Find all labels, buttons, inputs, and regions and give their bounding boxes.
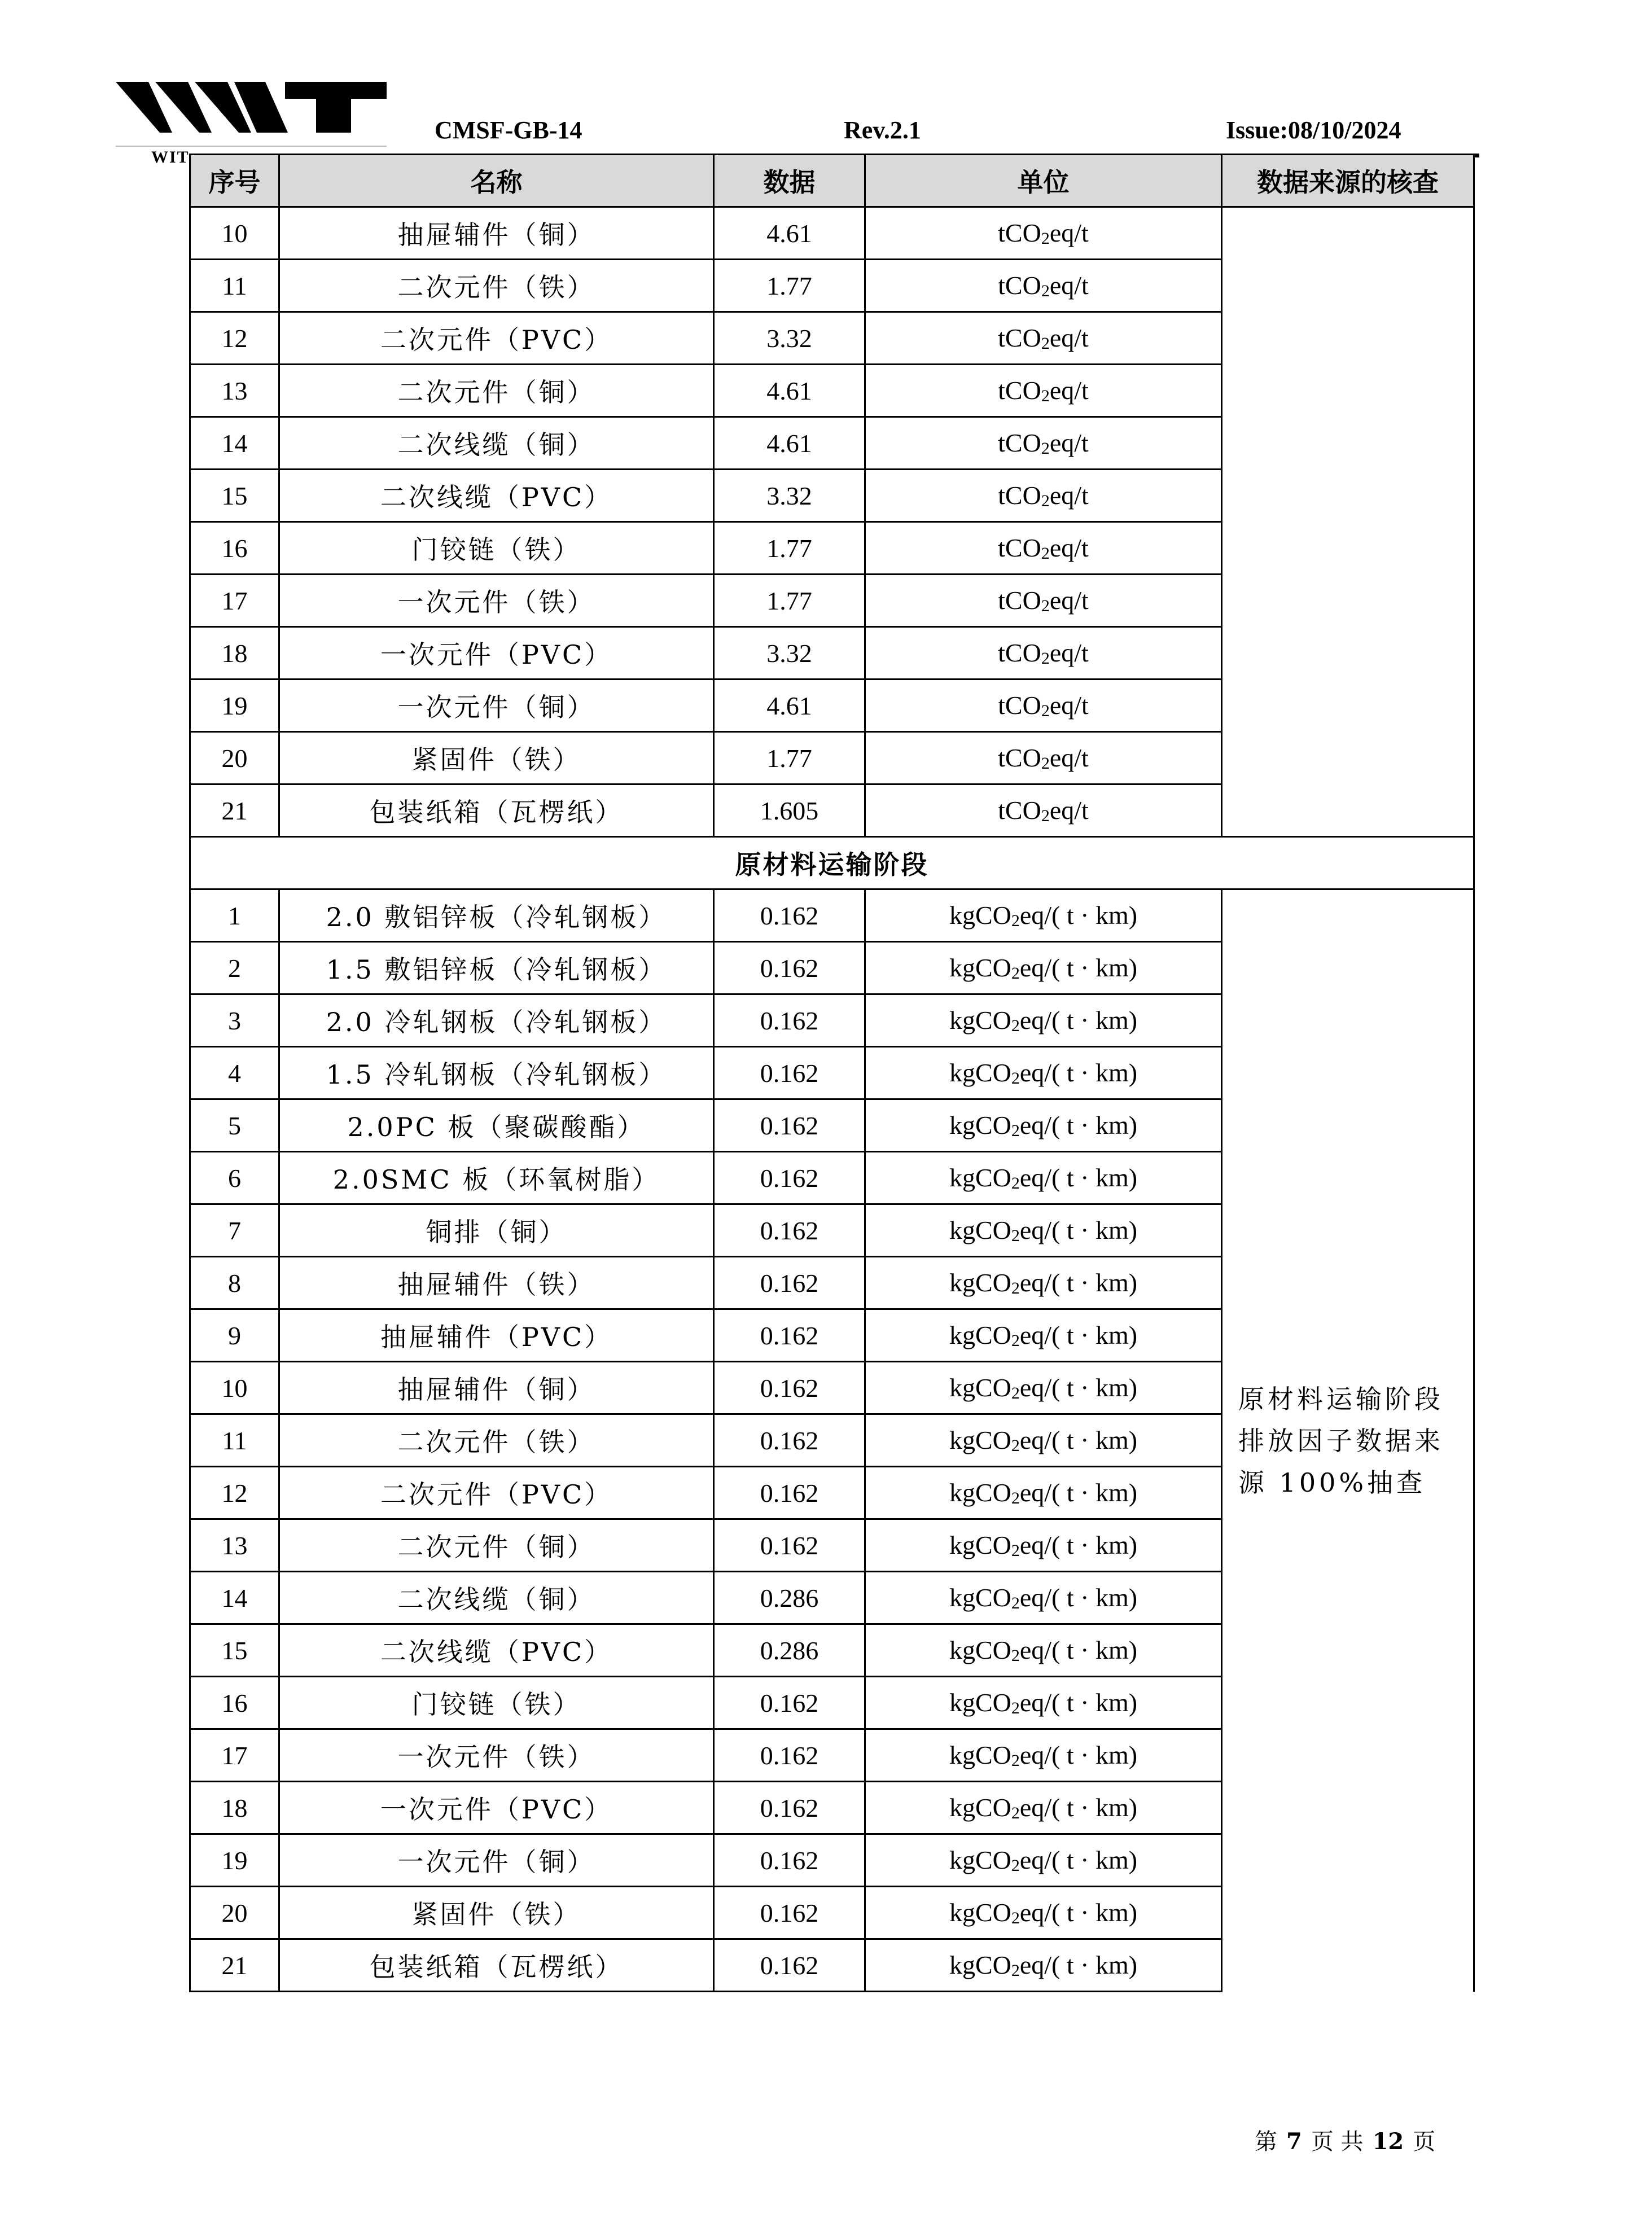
row-index: 17 [190, 575, 279, 627]
unit-suffix: eq/( t · km) [1019, 953, 1138, 982]
row-index: 4 [190, 1047, 279, 1099]
unit-cell [865, 260, 1222, 312]
unit-prefix: kgCO [949, 1583, 1011, 1612]
row-name: 二次元件（铁） [279, 260, 714, 312]
unit-cell [865, 1782, 1222, 1834]
unit-cell [865, 1729, 1222, 1782]
unit-prefix: kgCO [949, 1058, 1011, 1087]
row-name: 二次元件（铜） [279, 1519, 714, 1572]
row-value: 4.61 [714, 680, 865, 732]
header-unit: 单位 [865, 155, 1222, 207]
header-name: 名称 [279, 155, 714, 207]
row-value: 0.162 [714, 994, 865, 1047]
unit-prefix: kgCO [949, 901, 1011, 930]
unit-suffix: eq/( t · km) [1019, 1373, 1138, 1402]
row-value: 0.162 [714, 1204, 865, 1257]
row-name: 紧固件（铁） [279, 1887, 714, 1939]
unit-subscript: 2 [1041, 544, 1050, 563]
section-header-row [190, 837, 1474, 889]
row-name: 一次元件（铁） [279, 575, 714, 627]
page-current: 7 [1286, 2128, 1302, 2155]
source-check-note: 原材料运输阶段排放因子数据来源 100%抽查 [1222, 889, 1474, 1992]
unit-cell [865, 1834, 1222, 1887]
unit-cell [865, 942, 1222, 994]
row-value: 4.61 [714, 207, 865, 260]
unit-prefix: kgCO [949, 1478, 1011, 1507]
source-check-cell [1222, 207, 1474, 837]
row-index: 5 [190, 1099, 279, 1152]
emission-factor-table-wrapper [189, 154, 1475, 1992]
unit-subscript: 2 [1011, 1699, 1020, 1717]
unit-subscript: 2 [1041, 334, 1050, 353]
row-value: 0.162 [714, 1887, 865, 1939]
unit-suffix: eq/t [1049, 796, 1089, 825]
unit-cell [865, 1309, 1222, 1362]
unit-suffix: eq/( t · km) [1019, 1741, 1138, 1769]
header-source-check: 数据来源的核查 [1222, 155, 1474, 207]
unit-cell [865, 312, 1222, 365]
unit-prefix: kgCO [949, 1688, 1011, 1717]
document-code: CMSF-GB-14 [435, 116, 582, 144]
unit-subscript: 2 [1041, 754, 1050, 773]
row-value: 1.77 [714, 260, 865, 312]
unit-subscript: 2 [1041, 387, 1050, 405]
row-index: 7 [190, 1204, 279, 1257]
row-name: 抽屉辅件（铁） [279, 1257, 714, 1309]
revision-label: Rev.2.1 [844, 116, 921, 144]
table-header-row [190, 155, 1474, 207]
section-title: 原材料运输阶段 [190, 837, 1474, 889]
row-name: 2.0SMC 板（环氧树脂） [279, 1152, 714, 1204]
unit-cell [865, 1467, 1222, 1519]
unit-subscript: 2 [1011, 1856, 1020, 1875]
page-prefix: 第 [1255, 2129, 1277, 2155]
row-value: 0.162 [714, 942, 865, 994]
unit-suffix: eq/t [1049, 271, 1089, 300]
unit-suffix: eq/( t · km) [1019, 1846, 1138, 1874]
row-value: 0.162 [714, 1099, 865, 1152]
unit-prefix: kgCO [949, 1321, 1011, 1349]
company-logo [116, 79, 387, 152]
row-name: 二次线缆（铜） [279, 417, 714, 470]
row-value: 0.286 [714, 1624, 865, 1677]
unit-cell [865, 1414, 1222, 1467]
row-index: 13 [190, 365, 279, 417]
row-index: 21 [190, 1939, 279, 1992]
row-value: 4.61 [714, 365, 865, 417]
unit-cell [865, 1204, 1222, 1257]
row-name: 一次元件（铜） [279, 680, 714, 732]
row-value: 3.32 [714, 627, 865, 680]
row-value: 1.77 [714, 732, 865, 784]
row-name: 二次线缆（PVC） [279, 470, 714, 522]
row-index: 13 [190, 1519, 279, 1572]
unit-prefix: kgCO [949, 1951, 1011, 1979]
row-index: 14 [190, 417, 279, 470]
row-value: 0.162 [714, 1362, 865, 1414]
unit-subscript: 2 [1041, 649, 1050, 668]
unit-subscript: 2 [1011, 1961, 1020, 1980]
row-value: 1.77 [714, 575, 865, 627]
row-index: 2 [190, 942, 279, 994]
row-index: 8 [190, 1257, 279, 1309]
unit-cell [865, 1047, 1222, 1099]
unit-suffix: eq/( t · km) [1019, 1951, 1138, 1979]
unit-cell [865, 417, 1222, 470]
unit-prefix: tCO [998, 271, 1041, 300]
row-value: 1.605 [714, 784, 865, 837]
unit-subscript: 2 [1011, 1541, 1020, 1560]
unit-subscript: 2 [1011, 964, 1020, 983]
unit-subscript: 2 [1011, 1069, 1020, 1088]
unit-subscript: 2 [1011, 1436, 1020, 1455]
unit-subscript: 2 [1011, 1646, 1020, 1665]
unit-subscript: 2 [1011, 1489, 1020, 1507]
unit-subscript: 2 [1041, 439, 1050, 458]
row-name: 二次元件（铜） [279, 365, 714, 417]
unit-suffix: eq/t [1049, 218, 1089, 247]
row-index: 1 [190, 889, 279, 942]
unit-subscript: 2 [1011, 1226, 1020, 1245]
unit-prefix: kgCO [949, 1741, 1011, 1769]
unit-subscript: 2 [1041, 229, 1050, 248]
row-index: 18 [190, 1782, 279, 1834]
row-value: 4.61 [714, 417, 865, 470]
unit-cell [865, 1572, 1222, 1624]
unit-prefix: tCO [998, 691, 1041, 720]
unit-suffix: eq/( t · km) [1019, 1636, 1138, 1664]
table-row [190, 889, 1474, 942]
unit-cell [865, 365, 1222, 417]
unit-cell [865, 1152, 1222, 1204]
unit-suffix: eq/t [1049, 586, 1089, 615]
row-index: 19 [190, 1834, 279, 1887]
row-index: 9 [190, 1309, 279, 1362]
unit-suffix: eq/( t · km) [1019, 1268, 1138, 1297]
row-index: 11 [190, 1414, 279, 1467]
unit-subscript: 2 [1011, 1384, 1020, 1402]
unit-suffix: eq/t [1049, 376, 1089, 405]
row-name: 2.0 冷轧钢板（冷轧钢板） [279, 994, 714, 1047]
row-name: 1.5 敷铝锌板（冷轧钢板） [279, 942, 714, 994]
unit-cell [865, 1939, 1222, 1992]
row-name: 二次元件（铁） [279, 1414, 714, 1467]
unit-subscript: 2 [1041, 807, 1050, 825]
unit-prefix: kgCO [949, 1006, 1011, 1035]
unit-subscript: 2 [1011, 1016, 1020, 1035]
unit-cell [865, 627, 1222, 680]
page-total: 12 [1372, 2128, 1404, 2155]
row-name: 包装纸箱（瓦楞纸） [279, 784, 714, 837]
unit-suffix: eq/( t · km) [1019, 1321, 1138, 1349]
row-value: 0.162 [714, 1729, 865, 1782]
unit-prefix: kgCO [949, 1898, 1011, 1927]
page-number [1250, 2124, 1440, 2156]
unit-subscript: 2 [1011, 1909, 1020, 1927]
unit-prefix: tCO [998, 586, 1041, 615]
row-index: 3 [190, 994, 279, 1047]
row-name: 抽屉辅件（铜） [279, 207, 714, 260]
unit-suffix: eq/t [1049, 481, 1089, 510]
row-index: 11 [190, 260, 279, 312]
row-name: 包装纸箱（瓦楞纸） [279, 1939, 714, 1992]
unit-prefix: kgCO [949, 1531, 1011, 1559]
unit-cell [865, 522, 1222, 575]
unit-cell [865, 207, 1222, 260]
unit-prefix: kgCO [949, 953, 1011, 982]
row-value: 0.286 [714, 1572, 865, 1624]
row-name: 抽屉辅件（铜） [279, 1362, 714, 1414]
unit-prefix: kgCO [949, 1426, 1011, 1454]
unit-cell [865, 1887, 1222, 1939]
row-value: 0.162 [714, 1414, 865, 1467]
row-value: 0.162 [714, 1467, 865, 1519]
unit-subscript: 2 [1011, 1279, 1020, 1298]
unit-cell [865, 1624, 1222, 1677]
unit-subscript: 2 [1011, 1121, 1020, 1140]
row-name: 门铰链（铁） [279, 522, 714, 575]
unit-prefix: kgCO [949, 1163, 1011, 1192]
row-index: 15 [190, 470, 279, 522]
row-value: 0.162 [714, 1939, 865, 1992]
row-index: 10 [190, 1362, 279, 1414]
unit-subscript: 2 [1041, 282, 1050, 300]
row-index: 16 [190, 1677, 279, 1729]
row-value: 0.162 [714, 1519, 865, 1572]
unit-prefix: tCO [998, 796, 1041, 825]
row-index: 14 [190, 1572, 279, 1624]
row-value: 0.162 [714, 1834, 865, 1887]
row-value: 0.162 [714, 1047, 865, 1099]
table-body [190, 207, 1474, 1992]
row-index: 18 [190, 627, 279, 680]
row-value: 0.162 [714, 1152, 865, 1204]
unit-prefix: tCO [998, 376, 1041, 405]
row-index: 6 [190, 1152, 279, 1204]
row-name: 1.5 冷轧钢板（冷轧钢板） [279, 1047, 714, 1099]
unit-suffix: eq/t [1049, 428, 1089, 457]
row-index: 12 [190, 312, 279, 365]
row-name: 二次元件（PVC） [279, 1467, 714, 1519]
issue-date: Issue:08/10/2024 [1226, 116, 1401, 144]
row-index: 10 [190, 207, 279, 260]
row-value: 0.162 [714, 1257, 865, 1309]
unit-suffix: eq/( t · km) [1019, 901, 1138, 930]
unit-cell [865, 732, 1222, 784]
row-value: 3.32 [714, 470, 865, 522]
unit-subscript: 2 [1011, 1331, 1020, 1350]
unit-cell [865, 680, 1222, 732]
row-index: 20 [190, 1887, 279, 1939]
row-value: 1.77 [714, 522, 865, 575]
row-index: 12 [190, 1467, 279, 1519]
row-value: 3.32 [714, 312, 865, 365]
unit-suffix: eq/t [1049, 691, 1089, 720]
row-index: 21 [190, 784, 279, 837]
unit-prefix: tCO [998, 218, 1041, 247]
unit-cell [865, 470, 1222, 522]
row-name: 一次元件（PVC） [279, 627, 714, 680]
row-name: 一次元件（铁） [279, 1729, 714, 1782]
row-index: 17 [190, 1729, 279, 1782]
unit-prefix: kgCO [949, 1216, 1011, 1244]
unit-prefix: tCO [998, 323, 1041, 352]
row-name: 紧固件（铁） [279, 732, 714, 784]
row-name: 二次线缆（铜） [279, 1572, 714, 1624]
unit-prefix: kgCO [949, 1793, 1011, 1822]
unit-prefix: kgCO [949, 1636, 1011, 1664]
row-index: 20 [190, 732, 279, 784]
unit-suffix: eq/( t · km) [1019, 1531, 1138, 1559]
row-name: 铜排（铜） [279, 1204, 714, 1257]
unit-suffix: eq/( t · km) [1019, 1688, 1138, 1717]
row-name: 二次元件（PVC） [279, 312, 714, 365]
unit-suffix: eq/t [1049, 743, 1089, 772]
unit-suffix: eq/t [1049, 638, 1089, 667]
unit-subscript: 2 [1041, 597, 1050, 615]
row-name: 门铰链（铁） [279, 1677, 714, 1729]
unit-cell [865, 1519, 1222, 1572]
unit-subscript: 2 [1011, 1804, 1020, 1822]
row-name: 一次元件（PVC） [279, 1782, 714, 1834]
unit-prefix: tCO [998, 481, 1041, 510]
unit-suffix: eq/( t · km) [1019, 1163, 1138, 1192]
unit-subscript: 2 [1011, 1751, 1020, 1770]
header-index: 序号 [190, 155, 279, 207]
unit-suffix: eq/( t · km) [1019, 1898, 1138, 1927]
unit-prefix: tCO [998, 743, 1041, 772]
unit-prefix: kgCO [949, 1373, 1011, 1402]
unit-suffix: eq/( t · km) [1019, 1216, 1138, 1244]
row-value: 0.162 [714, 889, 865, 942]
row-value: 0.162 [714, 1782, 865, 1834]
row-name: 抽屉辅件（PVC） [279, 1309, 714, 1362]
unit-suffix: eq/( t · km) [1019, 1583, 1138, 1612]
unit-suffix: eq/( t · km) [1019, 1793, 1138, 1822]
unit-cell [865, 1677, 1222, 1729]
page-mid: 页 共 [1311, 2129, 1364, 2155]
unit-suffix: eq/t [1049, 323, 1089, 352]
table-row [190, 207, 1474, 260]
unit-suffix: eq/( t · km) [1019, 1111, 1138, 1139]
unit-cell [865, 1362, 1222, 1414]
unit-suffix: eq/( t · km) [1019, 1006, 1138, 1035]
unit-cell [865, 784, 1222, 837]
unit-prefix: tCO [998, 638, 1041, 667]
page-suffix: 页 [1413, 2129, 1436, 2155]
unit-cell [865, 1099, 1222, 1152]
row-name: 二次线缆（PVC） [279, 1624, 714, 1677]
unit-cell [865, 575, 1222, 627]
unit-prefix: kgCO [949, 1268, 1011, 1297]
row-name: 2.0PC 板（聚碳酸酯） [279, 1099, 714, 1152]
unit-suffix: eq/( t · km) [1019, 1478, 1138, 1507]
header-value: 数据 [714, 155, 865, 207]
unit-subscript: 2 [1011, 911, 1020, 930]
unit-suffix: eq/( t · km) [1019, 1058, 1138, 1087]
emission-factor-table [189, 154, 1475, 1992]
row-name: 一次元件（铜） [279, 1834, 714, 1887]
unit-cell [865, 1257, 1222, 1309]
logo-wordmark: WIT [151, 148, 190, 166]
row-index: 15 [190, 1624, 279, 1677]
row-value: 0.162 [714, 1309, 865, 1362]
unit-suffix: eq/t [1049, 533, 1089, 562]
unit-prefix: kgCO [949, 1846, 1011, 1874]
unit-cell [865, 889, 1222, 942]
unit-suffix: eq/( t · km) [1019, 1426, 1138, 1454]
unit-cell [865, 994, 1222, 1047]
unit-prefix: kgCO [949, 1111, 1011, 1139]
unit-subscript: 2 [1041, 492, 1050, 510]
row-index: 19 [190, 680, 279, 732]
unit-subscript: 2 [1011, 1174, 1020, 1193]
row-index: 16 [190, 522, 279, 575]
unit-subscript: 2 [1041, 702, 1050, 720]
unit-prefix: tCO [998, 533, 1041, 562]
unit-prefix: tCO [998, 428, 1041, 457]
row-value: 0.162 [714, 1677, 865, 1729]
unit-subscript: 2 [1011, 1594, 1020, 1612]
row-name: 2.0 敷铝锌板（冷轧钢板） [279, 889, 714, 942]
